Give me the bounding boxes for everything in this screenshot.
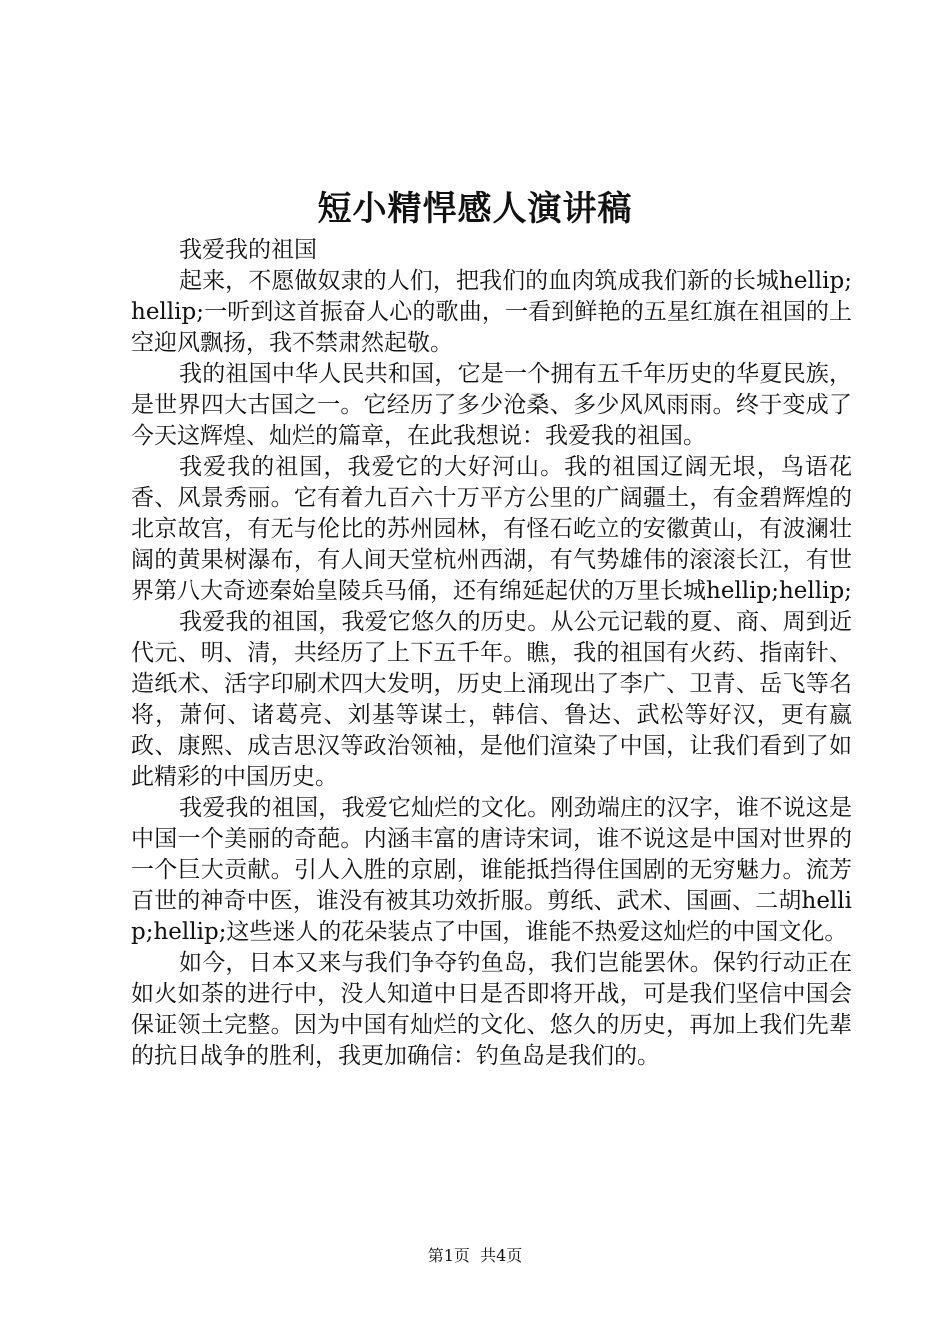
- paragraph-landscape: 我爱我的祖国，我爱它的大好河山。我的祖国辽阔无垠，鸟语花香、风景秀丽。它有着九百六十万平方公里的广阔疆土，有金碧辉煌的北京故宫，有无与伦比的苏州园林，有怪石屹立的安徽黄山，有波澜壮阔的黄果树瀑布，有人间天堂杭州西湖，有气势雄伟的滚滚长江，有世界第八大奇迹秦始皇陵兵马俑，还有绵延起伏的万里长城hellip;hellip;: [131, 454, 852, 604]
- document-body: [131, 235, 852, 1072]
- paragraph-anthem: 起来，不愿做奴隶的人们，把我们的血肉筑成我们新的长城hellip;hellip;一听到这首振奋人心的歌曲，一看到鲜艳的五星红旗在祖国的上空迎风飘扬，我不禁肃然起敬。: [131, 268, 852, 356]
- paragraph-history-intro: 我的祖国中华人民共和国，它是一个拥有五千年历史的华夏民族，是世界四大古国之一。它经历了多少沧桑、多少风风雨雨。终于变成了今天这辉煌、灿烂的篇章，在此我想说：我爱我的祖国。: [131, 361, 852, 449]
- page-footer: 第1页 共4页: [427, 1246, 523, 1265]
- paragraph-history: 我爱我的祖国，我爱它悠久的历史。从公元记载的夏、商、周到近代元、明、清，共经历了上下五千年。瞧，我的祖国有火药、指南针、造纸术、活字印刷术四大发明，历史上涌现出了李广、卫青、岳飞等名将，萧何、诸葛亮、刘基等谋士，韩信、鲁达、武松等好汉，更有嬴政、康熙、成吉思汉等政治领袖，是他们渲染了中国，让我们看到了如此精彩的中国历史。: [131, 609, 852, 790]
- paragraph-diaoyu: 如今，日本又来与我们争夺钓鱼岛，我们岂能罢休。保钓行动正在如火如荼的进行中，没人知道中日是否即将开战，可是我们坚信中国会保证领土完整。因为中国有灿烂的文化、悠久的历史，再加上我们先辈的抗日战争的胜利，我更加确信：钓鱼岛是我们的。: [131, 950, 852, 1069]
- paragraph-subtitle: 我爱我的祖国: [179, 237, 317, 263]
- document-title: 短小精悍感人演讲稿: [317, 189, 633, 229]
- paragraph-culture: 我爱我的祖国，我爱它灿烂的文化。刚劲端庄的汉字，谁不说这是中国一个美丽的奇葩。内涵丰富的唐诗宋词，谁不说这是中国对世界的一个巨大贡献。引人入胜的京剧，谁能抵挡得住国剧的无穷魅力。流芳百世的神奇中医，谁没有被其功效折服。剪纸、武术、国画、二胡hellip;hellip;这些迷人的花朵装点了中国，谁能不热爱这灿烂的中国文化。: [131, 795, 852, 945]
